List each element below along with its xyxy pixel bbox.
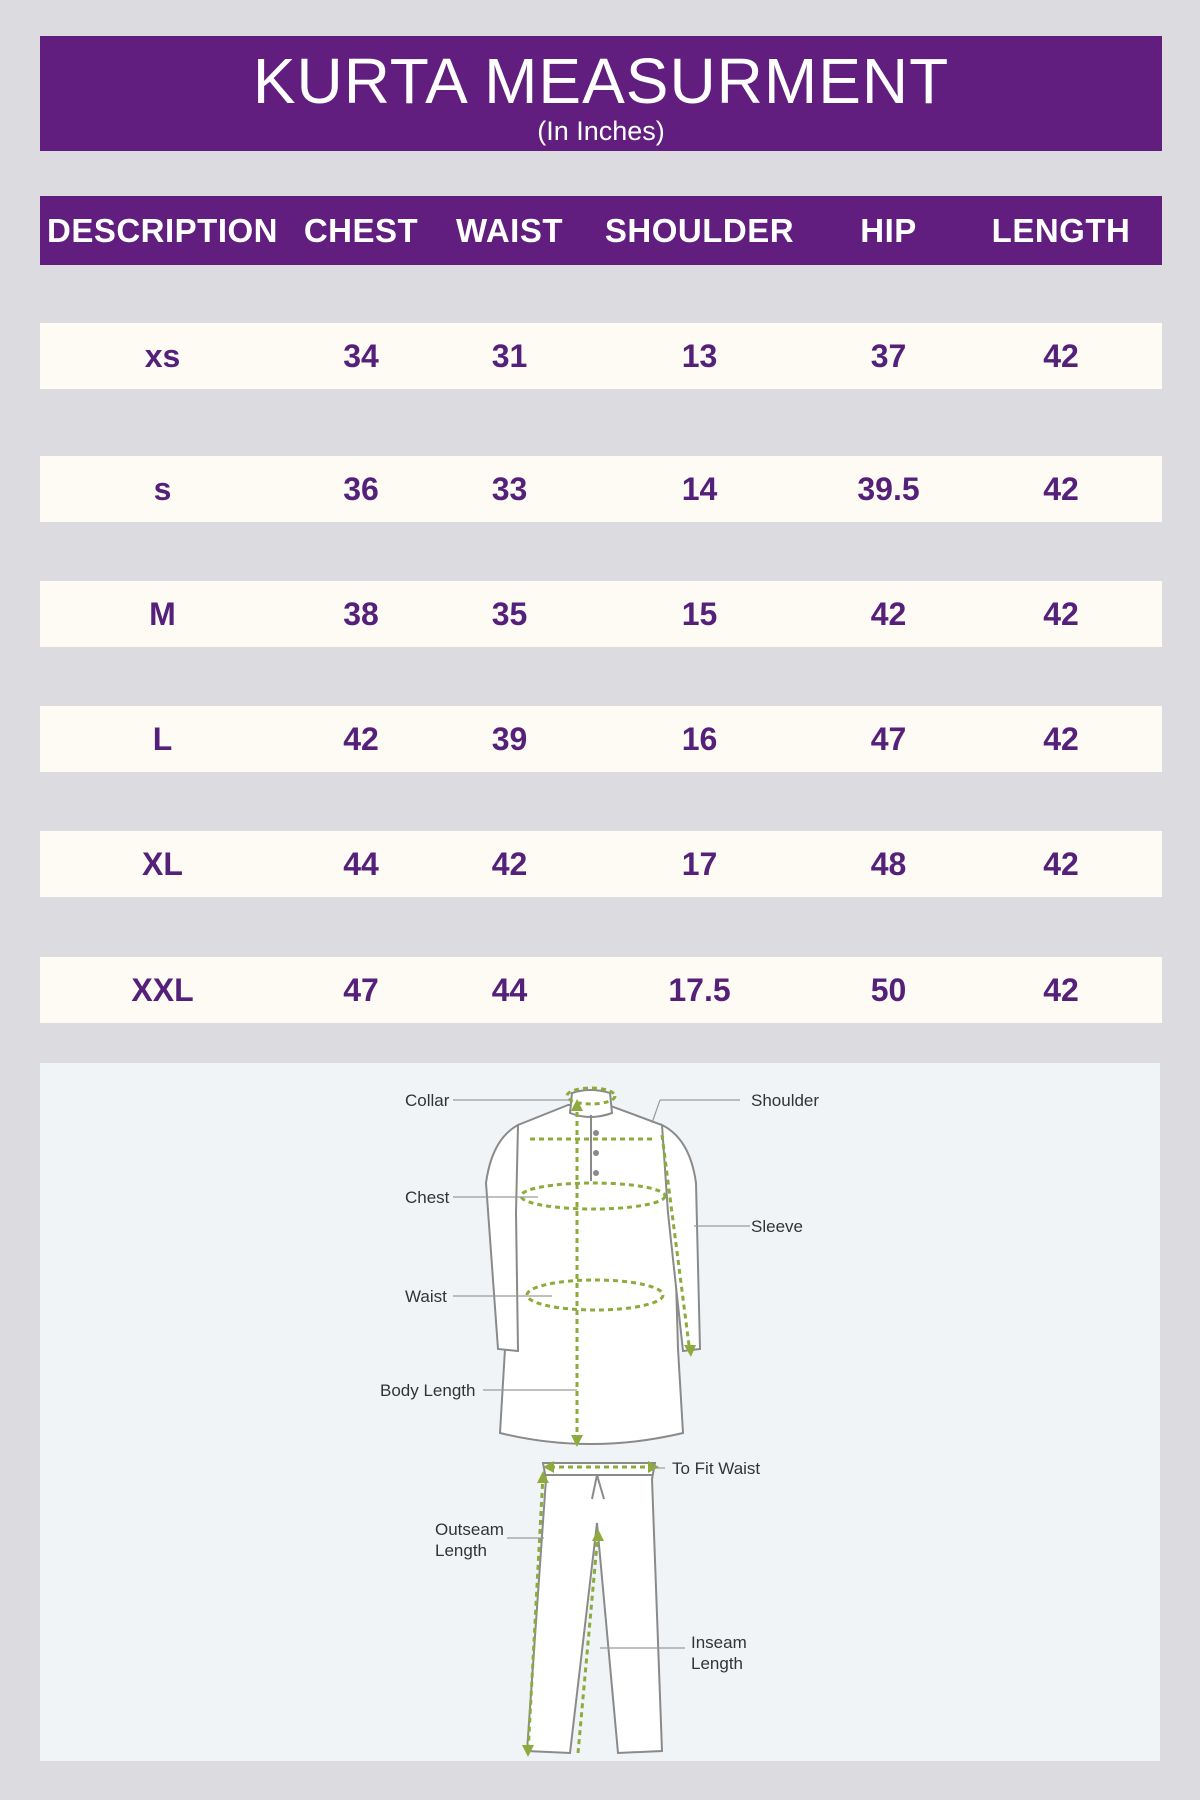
shoulder-cell: 15 (681, 595, 718, 632)
header-chest: CHEST (303, 211, 419, 249)
table-header (40, 196, 1162, 265)
hip-cell: 47 (870, 720, 907, 757)
size-cell: L (152, 720, 173, 757)
length-cell: 42 (1043, 337, 1079, 374)
hip-cell: 48 (870, 845, 907, 882)
shoulder-cell: 17.5 (668, 971, 731, 1008)
page-title: KURTA MEASURMENT (252, 45, 950, 117)
page-subtitle: (In Inches) (537, 116, 665, 146)
header-shoulder: SHOULDER (604, 211, 795, 249)
outseam-label-line1: Outseam (435, 1520, 504, 1539)
table-row (40, 323, 1162, 389)
table-row (40, 456, 1162, 522)
hip-cell: 50 (870, 971, 907, 1008)
table-row (40, 581, 1162, 647)
inseam-label-line2: Length (691, 1654, 743, 1673)
sleeve-label: Sleeve (751, 1217, 803, 1236)
hip-cell: 39.5 (857, 470, 920, 507)
shoulder-cell: 16 (681, 720, 718, 757)
pajama-outline (527, 1463, 662, 1753)
header-hip: HIP (860, 211, 917, 249)
waist-cell: 42 (491, 845, 528, 882)
waist-cell: 44 (491, 971, 528, 1008)
length-cell: 42 (1043, 845, 1079, 882)
inseam-label-line1: Inseam (691, 1633, 747, 1652)
body-length-label: Body Length (380, 1381, 476, 1400)
length-cell: 42 (1043, 971, 1079, 1008)
size-cell: xs (144, 337, 181, 374)
table-row (40, 831, 1162, 897)
header-waist: WAIST (456, 211, 563, 249)
hip-cell: 37 (870, 337, 907, 374)
to-fit-waist-label: To Fit Waist (672, 1459, 761, 1478)
chest-cell: 47 (343, 971, 379, 1008)
length-cell: 42 (1043, 595, 1079, 632)
title-banner (40, 36, 1162, 151)
table-row (40, 957, 1162, 1023)
shoulder-cell: 17 (681, 845, 718, 882)
header-description: DESCRIPTION (46, 211, 279, 249)
waist-cell: 31 (491, 337, 528, 374)
chest-cell: 36 (343, 470, 379, 507)
measurement-diagram (40, 1063, 1160, 1761)
chest-cell: 44 (343, 845, 379, 882)
outseam-label-line2: Length (435, 1541, 487, 1560)
waist-label: Waist (405, 1287, 447, 1306)
size-cell: s (153, 470, 172, 507)
chest-cell: 42 (343, 720, 379, 757)
shoulder-cell: 13 (681, 337, 718, 374)
size-cell: XL (142, 845, 183, 882)
kurta-outline (486, 1090, 700, 1444)
header-length: LENGTH (991, 211, 1131, 249)
size-cell: XXL (131, 971, 194, 1008)
waist-cell: 35 (491, 595, 528, 632)
length-cell: 42 (1043, 720, 1079, 757)
length-cell: 42 (1043, 470, 1079, 507)
shoulder-label: Shoulder (751, 1091, 820, 1110)
shoulder-cell: 14 (681, 470, 718, 507)
collar-label: Collar (405, 1091, 450, 1110)
table-row (40, 706, 1162, 772)
waist-cell: 33 (491, 470, 528, 507)
chest-label: Chest (405, 1188, 450, 1207)
kurta-pajama-illustration (40, 1063, 1160, 1761)
chest-cell: 34 (343, 337, 379, 374)
size-cell: M (149, 595, 176, 632)
chest-cell: 38 (343, 595, 379, 632)
waist-cell: 39 (491, 720, 528, 757)
hip-cell: 42 (870, 595, 907, 632)
